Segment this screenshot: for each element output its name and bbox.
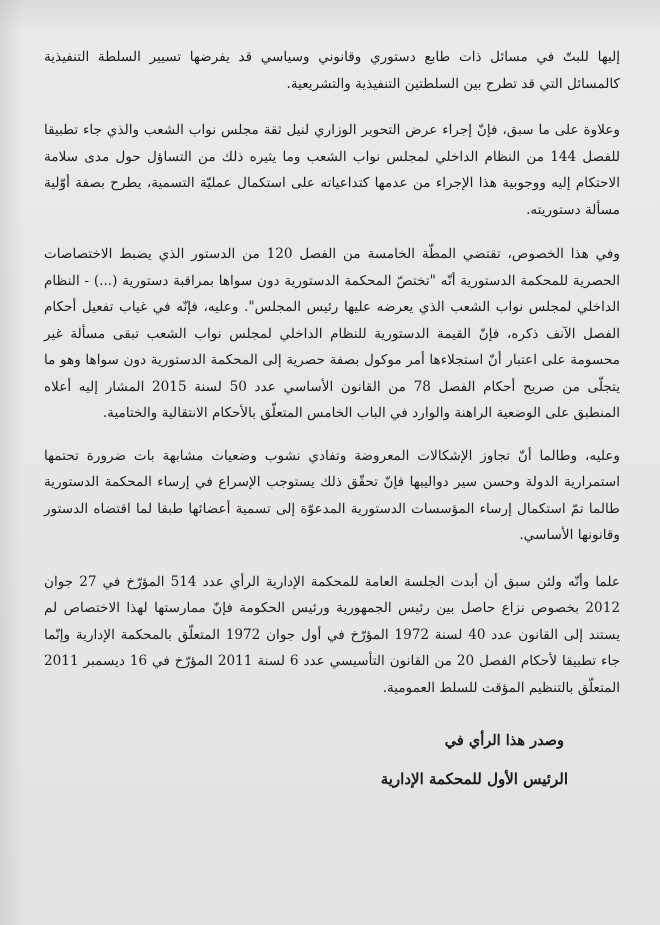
scan-shadow-top <box>0 0 660 36</box>
signature-title: الرئيس الأول للمحكمة الإدارية <box>380 770 568 788</box>
document-body <box>44 44 620 701</box>
paragraph-1: إليها للبتّ في مسائل ذات طابع دستوري وقانوني وسياسي قد يفرضها تسيير السلطة التنفيذية كالمسائل التي قد تطرح بين السلطتين التنفيذية والتشريعية. <box>44 49 620 92</box>
scan-shadow-left <box>0 0 22 925</box>
paragraph-2: وعلاوة على ما سبق، فإنّ إجراء عرض التحوير الوزاري لنيل ثقة مجلس نواب الشعب والذي جاء تطبيقا للفصل 144 من النظام الداخلي لمجلس نواب الشعب وما يثيره ذلك من التساؤل حول مدى سلامة الاحتكام إليه ووجوبية هذا الإجراء من عدمها كتداعياته على استكمال عمليّة التسمية، يطرح بصفة أوّلية مسألة دستوريته. <box>44 122 620 218</box>
paragraph-3: وفي هذا الخصوص، تقتضي المطّة الخامسة من الفصل 120 من الدستور الذي يضبط الاختصاصات الحصرية للمحكمة الدستورية أنّه "تختصّ المحكمة الدستورية دون سواها بمراقبة دستورية (...) - النظام الداخلي لمجلس نواب الشعب الذي يعرضه عليها رئيس المجلس". وعليه، فإنّه في غياب تفعيل أحكام الفصل الآنف ذكره، فإنّ القيمة الدستورية للنظام الداخلي لمجلس نواب الشعب تبقى مسألة غير محسومة على اعتبار أنّ استجلاءها أمر موكول بصفة حصرية إلى المحكمة الدستورية دون سواها وهو ما يتجلّى من صريح أحكام الفصل 78 من القانون الأساسي عدد 50 لسنة 2015 المشار إليه أعلاه المنطبق على الوضعية الراهنة والوارد في الباب الخامس المتعلّق بالأحكام الانتقالية والختامية. <box>44 246 621 421</box>
closing-line: وصدر هذا الرأي في <box>444 732 564 749</box>
paragraph-4: وعليه، وطالما أنّ تجاوز الإشكالات المعروضة وتفادي نشوب وضعيات مشابهة بات ضرورة تحتمها استمرارية الدولة وحسن سير دواليبها فإنّ تحقّق ذلك يستوجب الإسراع في إرساء المحكمة الدستورية طالما تمّ استكمال إرساء المؤسسات الدستورية المدعوّة إلى تسمية أعضائها طبقا لما اقتضاه الدستور وقانونها الأساسي. <box>44 447 620 543</box>
paragraph-5: علما وأنّه ولئن سبق أن أبدت الجلسة العامة للمحكمة الإدارية الرأي عدد 514 المؤرّخ في 27 جوان 2012 بخصوص نزاع حاصل بين رئيس الجمهورية ورئيس الحكومة فإنّ ممارستها لهذا الاختصاص لم يستند إلى القانون عدد 40 لسنة 1972 المؤرّخ في أول جوان 1972 المتعلّق بالمحكمة الإدارية وإنّما جاء تطبيقا لأحكام الفصل 20 من القانون التأسيسي عدد 6 لسنة 2011 المؤرّخ في 16 ديسمبر 2011 المتعلّق بالتنظيم المؤقت للسلط العمومية. <box>44 573 620 696</box>
